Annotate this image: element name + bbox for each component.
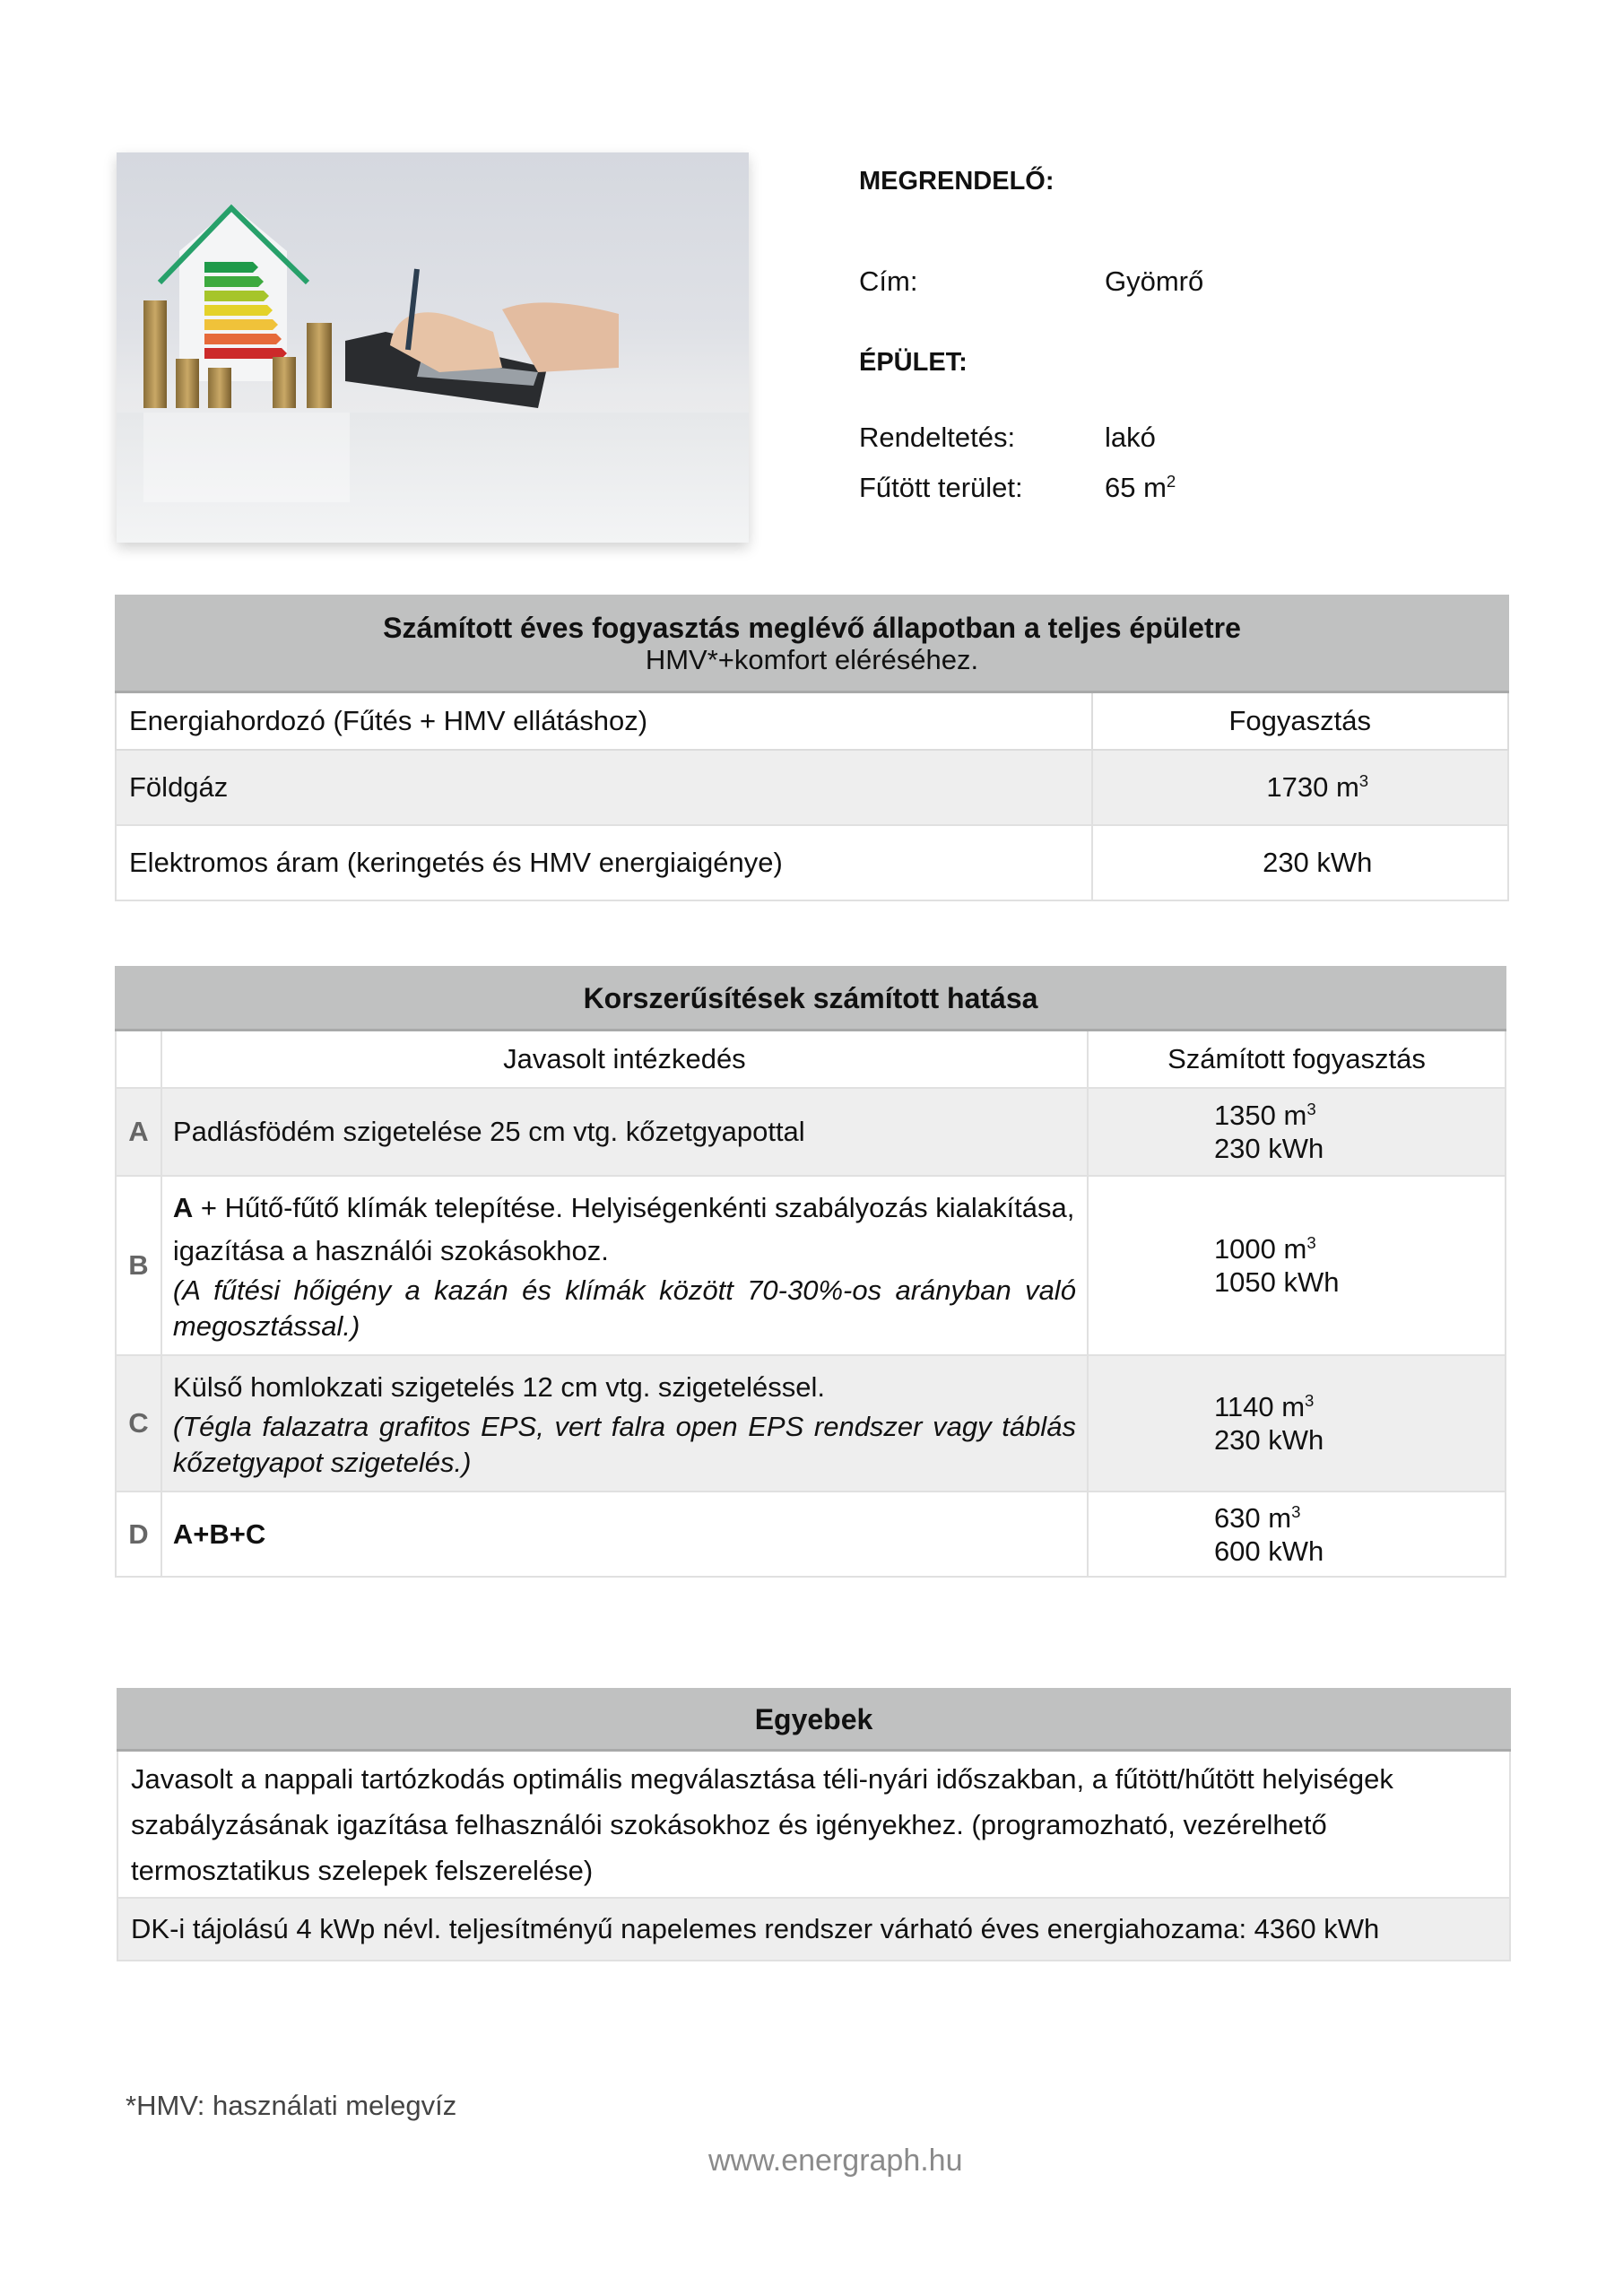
solar-yield-text: DK-i tájolású 4 kWp névl. teljesítményű napelemes rendszer várható éves energiahozama: 4360 kWh	[117, 1898, 1510, 1961]
electricity-value: 1050 kWh	[1213, 1266, 1340, 1298]
measure-text: A + Hűtő-fűtő klímák telepítése. Helyiségenkénti szabályozás kialakítása, igazítása a használói szokásokhoz.	[172, 1192, 1075, 1266]
purpose-value: lakó	[1105, 422, 1156, 453]
consumption-table-title: Számított éves fogyasztás meglévő állapotban a teljes épületre	[383, 611, 1241, 644]
gas-value: 630 $m^3$	[1213, 1501, 1301, 1534]
footnote: *HMV: használati melegvíz	[126, 2090, 457, 2121]
energy-house-illustration	[117, 152, 749, 543]
upgrades-table-title: Korszerűsítések számított hatása	[116, 967, 1506, 1031]
row-letter: D	[116, 1492, 161, 1577]
carrier-cell: Földgáz	[116, 750, 1092, 825]
consumption-cell	[1092, 825, 1508, 900]
client-heading: MEGRENDELŐ:	[859, 167, 1055, 196]
consumption-value: 230 kWh	[1263, 847, 1373, 878]
upgrades-table	[115, 966, 1506, 1578]
unit-superscript: 2	[1166, 471, 1176, 491]
other-recommendations-table	[117, 1688, 1511, 1961]
table-row	[116, 1492, 1506, 1577]
row-letter: A	[116, 1088, 161, 1176]
consumption-table-header	[116, 596, 1508, 692]
calculated-cell	[1088, 1355, 1506, 1492]
unit-superscript: 3	[1358, 770, 1369, 790]
measure-text: Padlásfödém szigetelése 25 cm vtg. kőzetgyapottal	[172, 1116, 805, 1147]
table-row	[116, 1176, 1506, 1355]
heated-area-label: Fűtött terület:	[859, 472, 1023, 503]
row-letter: B	[116, 1176, 161, 1355]
electricity-value: 600 kWh	[1213, 1535, 1324, 1567]
measure-note: (Tégla falazatra grafitos EPS, vert falra open EPS rendszer vagy táblás kőzetgyapot szigetelés.)	[172, 1411, 1076, 1478]
table-row	[116, 750, 1508, 825]
consumption-value: 1730 m	[1266, 771, 1359, 803]
measure-cell	[161, 1492, 1088, 1577]
calculated-cell	[1088, 1176, 1506, 1355]
carrier-cell: Elektromos áram (keringetés és HMV energiaigénye)	[116, 825, 1092, 900]
electricity-value: 230 kWh	[1213, 1424, 1324, 1456]
purpose-label: Rendeltetés:	[859, 422, 1016, 453]
gas-value: 1140 $m^3$	[1213, 1390, 1315, 1422]
other-table-title: Egyebek	[117, 1689, 1510, 1751]
header-photo	[117, 152, 749, 543]
column-header-measure: Javasolt intézkedés	[161, 1031, 1088, 1089]
electricity-value: 230 kWh	[1213, 1133, 1324, 1164]
column-header-consumption: Fogyasztás	[1092, 692, 1508, 751]
row-letter: C	[116, 1355, 161, 1492]
column-header-carrier: Energiahordozó (Fűtés + HMV ellátáshoz)	[116, 692, 1092, 751]
measure-cell	[161, 1088, 1088, 1176]
gas-value: 1000 $m^3$	[1213, 1232, 1316, 1265]
table-row	[116, 1355, 1506, 1492]
measure-cell	[161, 1176, 1088, 1355]
building-heading: ÉPÜLET:	[859, 348, 968, 377]
measure-note: (A fűtési hőigény a kazán és klímák között 70-30%-os arányban való megosztással.)	[172, 1274, 1076, 1342]
consumption-cell	[1092, 750, 1508, 825]
current-consumption-table	[115, 595, 1509, 901]
recommendation-text: Javasolt a nappali tartózkodás optimális megválasztása téli-nyári időszakban, a fűtött/hűtött helyiségek szabályzásának igazítása felhasználói szokásokhoz és igényekhez. (programozható, vezérelhető termosztatikus szelepek felszerelése)	[117, 1751, 1510, 1899]
measure-text: Külső homlokzati szigetelés 12 cm vtg. szigeteléssel.	[172, 1371, 826, 1403]
consumption-table-subtitle: HMV*+komfort eléréséhez.	[645, 643, 979, 675]
address-value: Gyömrő	[1105, 265, 1204, 297]
address-label: Cím:	[859, 265, 918, 297]
table-row	[116, 1088, 1506, 1176]
measure-cell	[161, 1355, 1088, 1492]
heated-area-number: 65 m	[1105, 472, 1167, 503]
column-header-calculated: Számított fogyasztás	[1088, 1031, 1506, 1089]
heated-area-value	[1105, 472, 1176, 504]
measure-text: A+B+C	[172, 1518, 266, 1550]
calculated-cell	[1088, 1492, 1506, 1577]
gas-value: 1350 $m^3$	[1213, 1099, 1316, 1131]
table-row	[116, 825, 1508, 900]
website-link[interactable]: www.energraph.hu	[708, 2144, 963, 2178]
calculated-cell	[1088, 1088, 1506, 1176]
letter-column-header	[116, 1031, 161, 1089]
